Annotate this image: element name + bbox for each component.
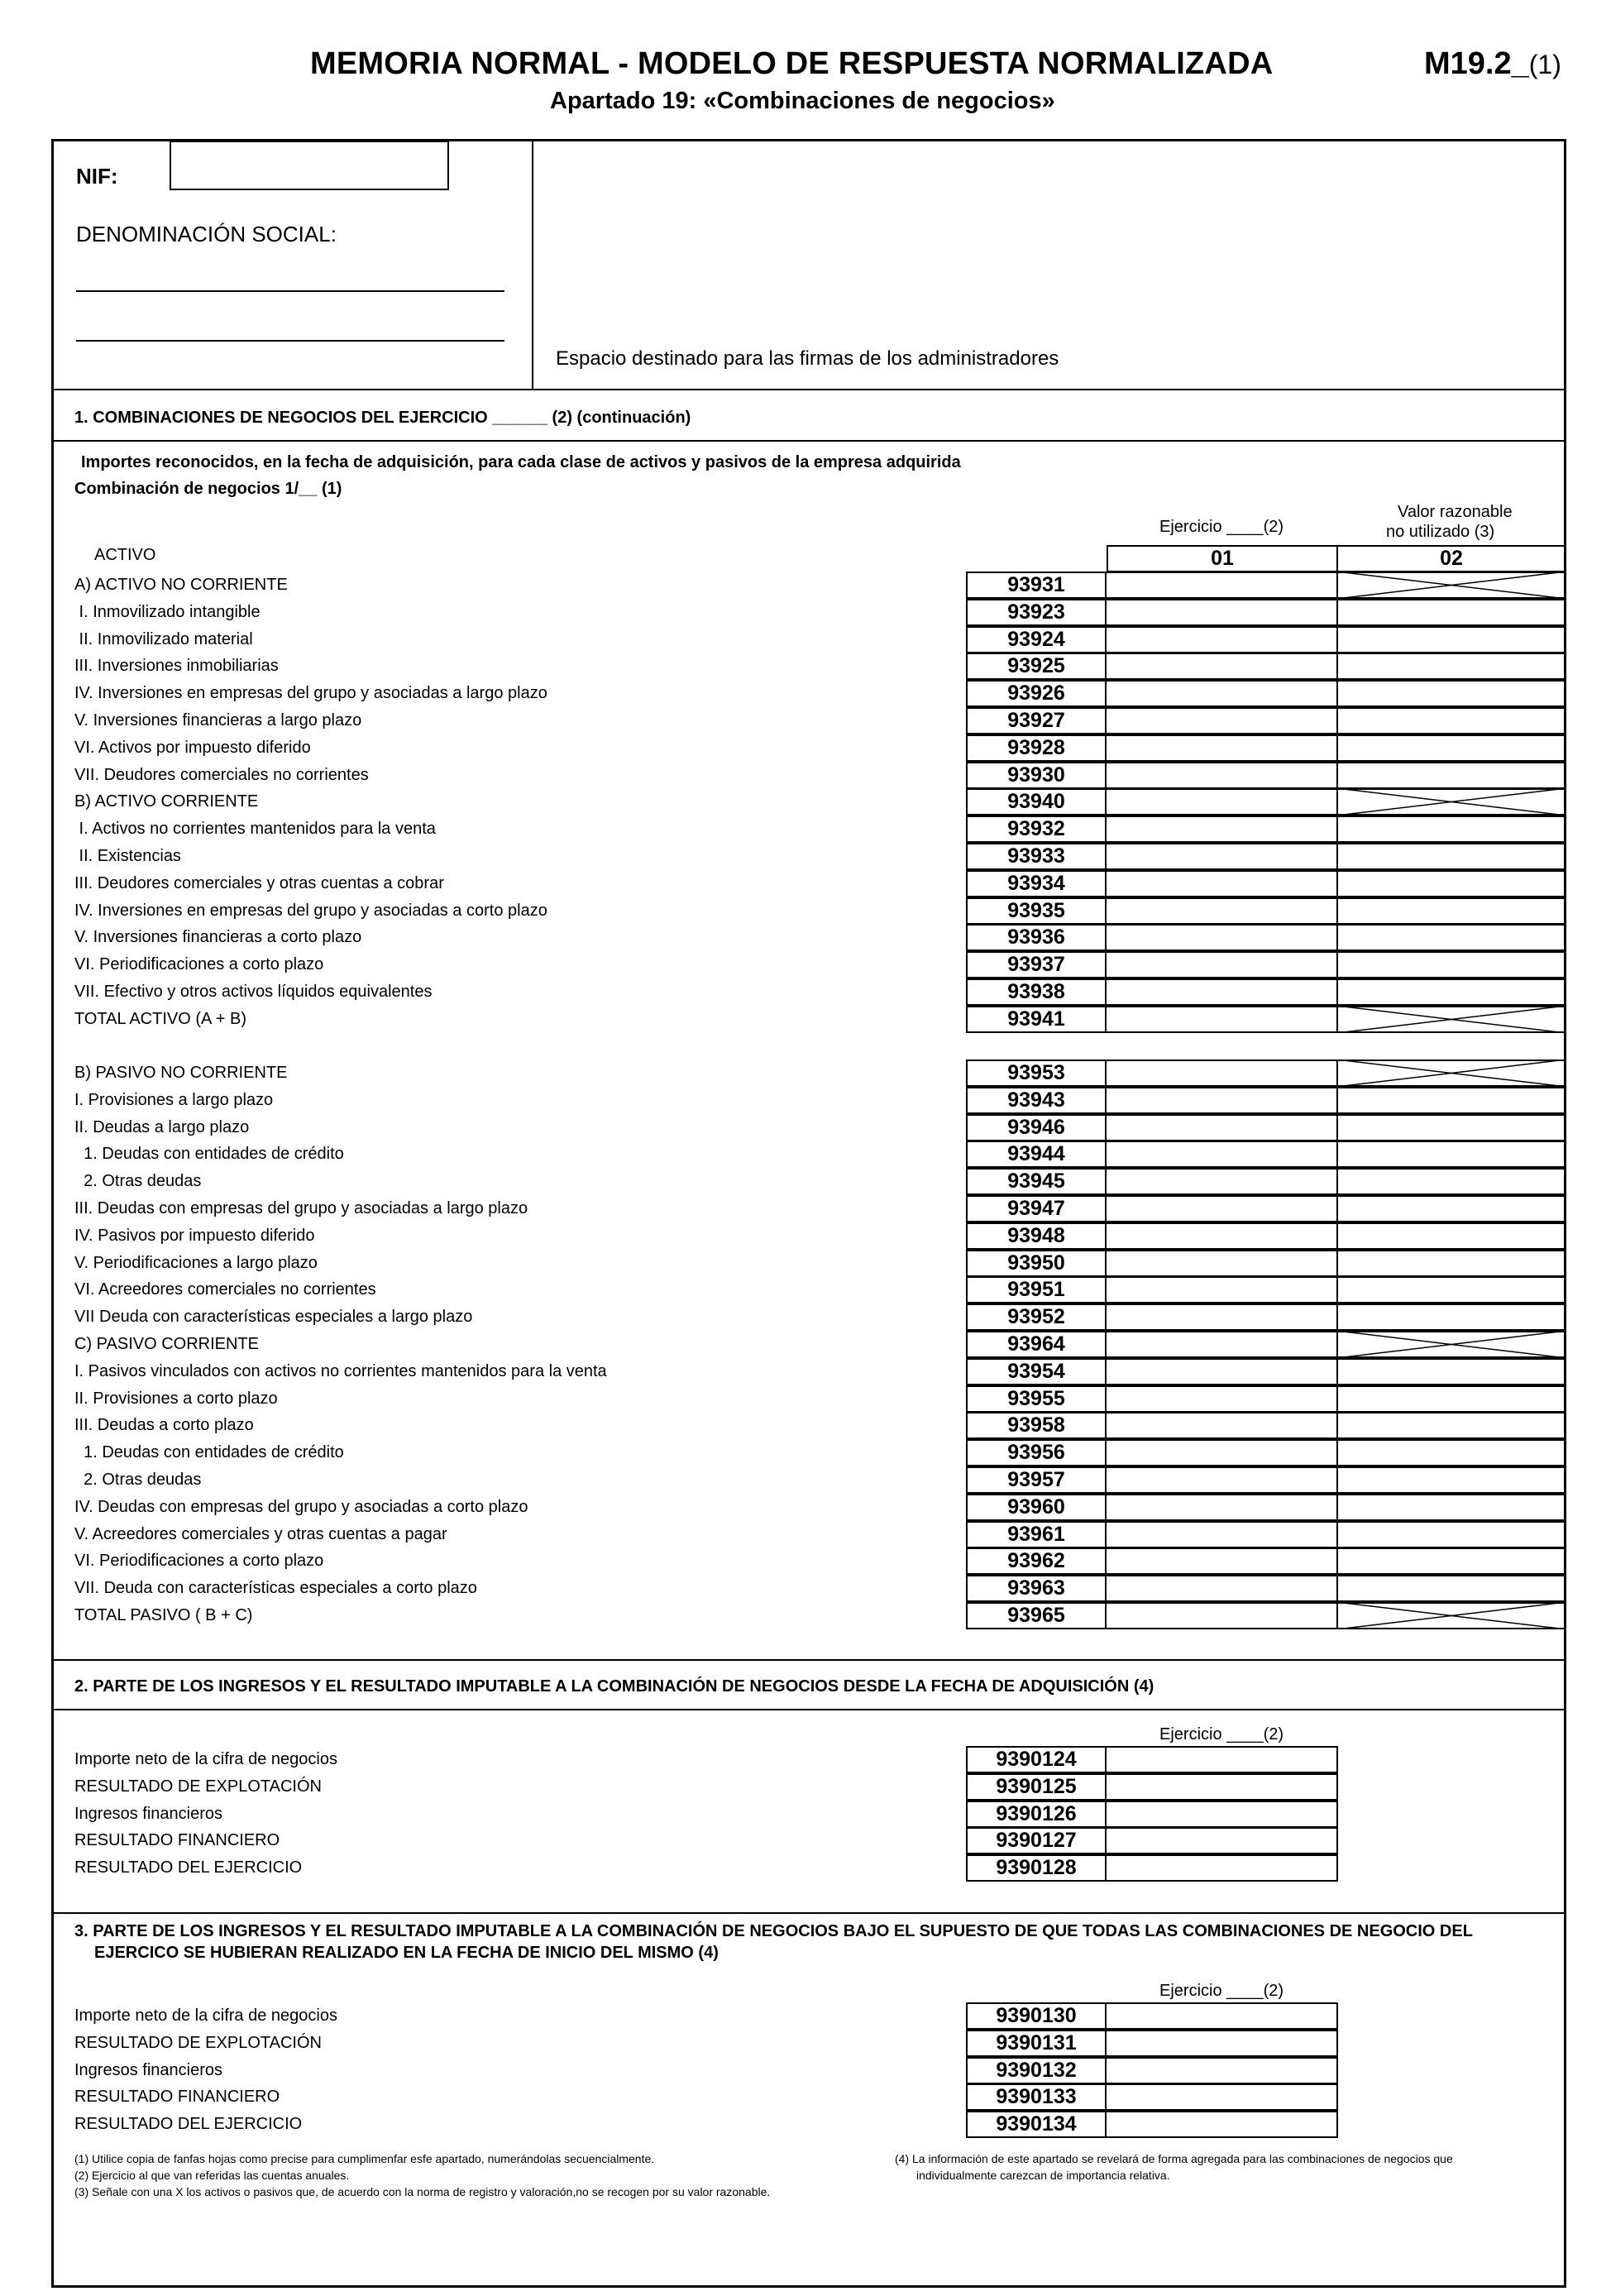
value-cell-02[interactable] (1336, 680, 1566, 707)
value-cell-01[interactable] (1105, 626, 1338, 653)
footnote-1: (1) Utilice copia de fanfas hojas como precise para cumplimenfar esfe apartado, numerándolas secuencialmente. (74, 2152, 655, 2165)
value-cell-01[interactable] (1105, 707, 1338, 734)
row-code: 9390133 (966, 2083, 1107, 2111)
value-cell-01[interactable] (1105, 762, 1338, 789)
firmas-label: Espacio destinado para las firmas de los administradores (556, 347, 1059, 370)
row-label: 1. Deudas con entidades de crédito (74, 1443, 344, 1461)
row-label: VI. Periodificaciones a corto plazo (74, 1552, 324, 1570)
value-cell-01[interactable] (1105, 1575, 1338, 1602)
value-cell-02[interactable] (1336, 1521, 1566, 1548)
value-cell-02[interactable] (1336, 1358, 1566, 1385)
value-cell-01[interactable] (1105, 978, 1338, 1006)
row-code: 93938 (966, 978, 1107, 1006)
row-label: I. Activos no corrientes mantenidos para la venta (74, 820, 436, 838)
cross-mark-icon (1336, 572, 1566, 599)
row-label: V. Acreedores comerciales y otras cuentas a pagar (74, 1525, 447, 1543)
value-cell-01[interactable] (1105, 1303, 1338, 1331)
col-num-02: 02 (1336, 545, 1566, 572)
value-cell-02[interactable] (1336, 951, 1566, 978)
value-cell-ejercicio[interactable] (1105, 1827, 1338, 1854)
row-code: 93955 (966, 1385, 1107, 1413)
row-label: IV. Inversiones en empresas del grupo y asociadas a corto plazo (74, 902, 547, 920)
value-cell-01[interactable] (1105, 1250, 1338, 1277)
nif-input[interactable] (170, 141, 449, 190)
row-label: II. Deudas a largo plazo (74, 1118, 250, 1136)
row-code: 93960 (966, 1494, 1107, 1521)
row-code: 93925 (966, 653, 1107, 680)
row-label: RESULTADO FINANCIERO (74, 2088, 280, 2106)
firmas-area[interactable] (532, 141, 1565, 387)
row-label: I. Inmovilizado intangible (74, 603, 261, 621)
divider-4 (51, 1709, 1566, 1710)
value-cell-02[interactable] (1336, 1385, 1566, 1413)
value-cell-01[interactable] (1105, 734, 1338, 762)
value-cell-01[interactable] (1105, 1006, 1338, 1033)
section1-combinacion: Combinación de negocios 1/__ (1) (74, 480, 342, 498)
value-cell-02[interactable] (1336, 1547, 1566, 1575)
row-code: 9390131 (966, 2030, 1107, 2057)
crossed-cell-02 (1336, 1602, 1566, 1629)
value-cell-01[interactable] (1105, 951, 1338, 978)
row-label: RESULTADO DE EXPLOTACIÓN (74, 2034, 322, 2052)
row-label: IV. Pasivos por impuesto diferido (74, 1227, 315, 1245)
row-code: 93952 (966, 1303, 1107, 1331)
row-code: 93934 (966, 870, 1107, 897)
row-label: III. Deudas a corto plazo (74, 1416, 254, 1434)
row-label: III. Deudas con empresas del grupo y asociadas a largo plazo (74, 1199, 528, 1217)
crossed-cell-02 (1336, 1006, 1566, 1033)
row-label: 1. Deudas con entidades de crédito (74, 1145, 344, 1163)
row-code: 93935 (966, 897, 1107, 925)
row-code: 9390124 (966, 1746, 1107, 1773)
value-cell-01[interactable] (1105, 1222, 1338, 1250)
cross-mark-icon (1336, 1006, 1566, 1033)
footnote-4-line-1: (4) La información de este apartado se revelará de forma agregada para las combinaciones de negocios que (895, 2152, 1453, 2165)
row-label: Importe neto de la cifra de negocios (74, 2007, 337, 2025)
value-cell-01[interactable] (1105, 1602, 1338, 1629)
row-code: 93928 (966, 734, 1107, 762)
value-cell-ejercicio[interactable] (1105, 2057, 1338, 2084)
row-code: 9390134 (966, 2111, 1107, 2138)
row-label: B) PASIVO NO CORRIENTE (74, 1064, 288, 1082)
row-code: 9390126 (966, 1801, 1107, 1828)
section3-col-ejercicio: Ejercicio ____(2) (1159, 1982, 1284, 2000)
section3-title-1: 3. PARTE DE LOS INGRESOS Y EL RESULTADO IMPUTABLE A LA COMBINACIÓN DE NEGOCIOS BAJO EL SUPUESTO DE QUE TODAS LAS COMBINACIONES DE NEGOCIO DEL (74, 1922, 1473, 1940)
row-code: 93962 (966, 1547, 1107, 1575)
row-code: 9390132 (966, 2057, 1107, 2084)
form-code (1424, 46, 1561, 82)
value-cell-01[interactable] (1105, 1385, 1338, 1413)
row-code: 93931 (966, 572, 1107, 599)
value-cell-01[interactable] (1105, 1195, 1338, 1222)
value-cell-02[interactable] (1336, 1575, 1566, 1602)
row-label: II. Inmovilizado material (74, 630, 253, 648)
value-cell-02[interactable] (1336, 816, 1566, 843)
row-code: 93944 (966, 1141, 1107, 1168)
row-label: A) ACTIVO NO CORRIENTE (74, 576, 288, 594)
value-cell-01[interactable] (1105, 1114, 1338, 1141)
row-code: 93954 (966, 1358, 1107, 1385)
section1-intro: Importes reconocidos, en la fecha de adquisición, para cada clase de activos y pasivos de la empresa adquirida (81, 453, 961, 471)
row-code: 9390125 (966, 1773, 1107, 1801)
value-cell-02[interactable] (1336, 653, 1566, 680)
row-code: 93932 (966, 816, 1107, 843)
row-code: 93936 (966, 924, 1107, 951)
value-cell-01[interactable] (1105, 1060, 1338, 1087)
row-label: 2. Otras deudas (74, 1471, 202, 1489)
row-label: C) PASIVO CORRIENTE (74, 1335, 259, 1353)
value-cell-02[interactable] (1336, 1250, 1566, 1277)
value-cell-02[interactable] (1336, 1412, 1566, 1439)
row-label: TOTAL PASIVO ( B + C) (74, 1606, 253, 1624)
row-label: VII. Deuda con características especiales a corto plazo (74, 1579, 477, 1597)
value-cell-ejercicio[interactable] (1105, 2002, 1338, 2030)
value-cell-01[interactable] (1105, 1521, 1338, 1548)
divider-2 (51, 440, 1566, 442)
value-cell-01[interactable] (1105, 1547, 1338, 1575)
value-cell-02[interactable] (1336, 1168, 1566, 1195)
value-cell-01[interactable] (1105, 1276, 1338, 1303)
value-cell-01[interactable] (1105, 843, 1338, 870)
value-cell-01[interactable] (1105, 1466, 1338, 1494)
row-code: 93941 (966, 1006, 1107, 1033)
row-code: 93958 (966, 1412, 1107, 1439)
crossed-cell-02 (1336, 1331, 1566, 1358)
col-valor-header-2: no utilizado (3) (1386, 523, 1495, 541)
row-code: 93950 (966, 1250, 1107, 1277)
row-code: 93923 (966, 599, 1107, 626)
value-cell-02[interactable] (1336, 1276, 1566, 1303)
value-cell-01[interactable] (1105, 680, 1338, 707)
value-cell-02[interactable] (1336, 1087, 1566, 1114)
crossed-cell-02 (1336, 572, 1566, 599)
row-label: IV. Deudas con empresas del grupo y asociadas a corto plazo (74, 1498, 528, 1516)
value-cell-ejercicio[interactable] (1105, 1773, 1338, 1801)
row-code: 93961 (966, 1521, 1107, 1548)
crossed-cell-02 (1336, 1060, 1566, 1087)
row-label: V. Inversiones financieras a largo plazo (74, 711, 362, 729)
value-cell-01[interactable] (1105, 1087, 1338, 1114)
row-code: 93948 (966, 1222, 1107, 1250)
value-cell-01[interactable] (1105, 788, 1338, 816)
divider-5 (51, 1912, 1566, 1914)
cross-mark-icon (1336, 1060, 1566, 1087)
nif-label: NIF: (76, 164, 118, 189)
value-cell-02[interactable] (1336, 1222, 1566, 1250)
row-code: 93963 (966, 1575, 1107, 1602)
form-code-suffix: (1) (1528, 50, 1561, 79)
row-label: I. Pasivos vinculados con activos no corrientes mantenidos para la venta (74, 1362, 607, 1380)
row-label: VI. Activos por impuesto diferido (74, 739, 311, 757)
footnote-2: (2) Ejercicio al que van referidas las cuentas anuales. (74, 2169, 350, 2182)
value-cell-01[interactable] (1105, 1358, 1338, 1385)
value-cell-01[interactable] (1105, 924, 1338, 951)
row-label: VII Deuda con características especiales a largo plazo (74, 1308, 473, 1326)
row-label: VII. Efectivo y otros activos líquidos equivalentes (74, 983, 433, 1001)
value-cell-02[interactable] (1336, 1494, 1566, 1521)
value-cell-ejercicio[interactable] (1105, 2083, 1338, 2111)
value-cell-02[interactable] (1336, 626, 1566, 653)
value-cell-02[interactable] (1336, 599, 1566, 626)
row-label: TOTAL ACTIVO (A + B) (74, 1010, 247, 1028)
page-subtitle: Apartado 19: «Combinaciones de negocios» (550, 88, 1055, 114)
value-cell-01[interactable] (1105, 870, 1338, 897)
denominacion-line-1[interactable] (76, 290, 504, 292)
value-cell-01[interactable] (1105, 599, 1338, 626)
crossed-cell-02 (1336, 788, 1566, 816)
value-cell-01[interactable] (1105, 653, 1338, 680)
row-code: 93956 (966, 1439, 1107, 1466)
col-ejercicio-header: Ejercicio ____(2) (1159, 518, 1284, 536)
row-label: III. Deudores comerciales y otras cuentas a cobrar (74, 874, 444, 892)
row-code: 93937 (966, 951, 1107, 978)
row-label: Ingresos financieros (74, 2061, 222, 2079)
divider-1 (51, 389, 1566, 390)
row-code: 93927 (966, 707, 1107, 734)
value-cell-01[interactable] (1105, 1141, 1338, 1168)
value-cell-02[interactable] (1336, 870, 1566, 897)
row-label: III. Inversiones inmobiliarias (74, 657, 279, 675)
page-title: MEMORIA NORMAL - MODELO DE RESPUESTA NORMALIZADA (310, 46, 1274, 81)
value-cell-01[interactable] (1105, 1412, 1338, 1439)
value-cell-01[interactable] (1105, 816, 1338, 843)
cross-mark-icon (1336, 1331, 1566, 1358)
value-cell-02[interactable] (1336, 734, 1566, 762)
value-cell-01[interactable] (1105, 572, 1338, 599)
row-label: RESULTADO DE EXPLOTACIÓN (74, 1777, 322, 1796)
row-label: VII. Deudores comerciales no corrientes (74, 766, 369, 784)
row-label: VI. Acreedores comerciales no corrientes (74, 1280, 376, 1299)
row-code: 93933 (966, 843, 1107, 870)
row-label: Importe neto de la cifra de negocios (74, 1750, 337, 1768)
value-cell-02[interactable] (1336, 762, 1566, 789)
row-code: 93951 (966, 1276, 1107, 1303)
activo-label: ACTIVO (94, 546, 156, 564)
cross-mark-icon (1336, 1602, 1566, 1629)
value-cell-02[interactable] (1336, 843, 1566, 870)
value-cell-ejercicio[interactable] (1105, 2111, 1338, 2138)
row-code: 9390130 (966, 2002, 1107, 2030)
value-cell-02[interactable] (1336, 1195, 1566, 1222)
value-cell-ejercicio[interactable] (1105, 1746, 1338, 1773)
row-label: RESULTADO DEL EJERCICIO (74, 2115, 303, 2133)
row-label: I. Provisiones a largo plazo (74, 1091, 274, 1109)
row-code: 93945 (966, 1168, 1107, 1195)
row-label: RESULTADO FINANCIERO (74, 1831, 280, 1849)
section1-title: 1. COMBINACIONES DE NEGOCIOS DEL EJERCICIO ______ (2) (continuación) (74, 409, 691, 427)
row-label: B) ACTIVO CORRIENTE (74, 792, 259, 811)
value-cell-02[interactable] (1336, 707, 1566, 734)
section2-col-ejercicio: Ejercicio ____(2) (1159, 1725, 1284, 1744)
footnote-4-line-2: individualmente carezcan de importancia relativa. (916, 2169, 1170, 2182)
value-cell-02[interactable] (1336, 1303, 1566, 1331)
value-cell-01[interactable] (1105, 1331, 1338, 1358)
row-code: 9390127 (966, 1827, 1107, 1854)
value-cell-02[interactable] (1336, 897, 1566, 925)
form-code-main: M19.2_ (1424, 46, 1529, 81)
section3-title-2: EJERCICO SE HUBIERAN REALIZADO EN LA FECHA DE INICIO DEL MISMO (4) (94, 1944, 719, 1962)
row-code: 93947 (966, 1195, 1107, 1222)
row-code: 93957 (966, 1466, 1107, 1494)
row-label: II. Provisiones a corto plazo (74, 1390, 278, 1408)
value-cell-01[interactable] (1105, 1439, 1338, 1466)
value-cell-02[interactable] (1336, 1114, 1566, 1141)
row-code: 93940 (966, 788, 1107, 816)
value-cell-02[interactable] (1336, 1439, 1566, 1466)
divider-3 (51, 1659, 1566, 1661)
row-label: V. Periodificaciones a largo plazo (74, 1254, 318, 1272)
value-cell-01[interactable] (1105, 1168, 1338, 1195)
row-code: 93924 (966, 626, 1107, 653)
row-label: II. Existencias (74, 847, 181, 865)
cross-mark-icon (1336, 788, 1566, 816)
denominacion-label: DENOMINACIÓN SOCIAL: (76, 222, 337, 246)
col-valor-header-1: Valor razonable (1398, 503, 1513, 521)
row-label: RESULTADO DEL EJERCICIO (74, 1858, 303, 1877)
row-code: 93965 (966, 1602, 1107, 1629)
row-label: V. Inversiones financieras a corto plazo (74, 928, 362, 946)
row-code: 9390128 (966, 1854, 1107, 1882)
row-code: 93930 (966, 762, 1107, 789)
value-cell-ejercicio[interactable] (1105, 1801, 1338, 1828)
value-cell-02[interactable] (1336, 1466, 1566, 1494)
row-label: IV. Inversiones en empresas del grupo y asociadas a largo plazo (74, 684, 547, 702)
row-label: Ingresos financieros (74, 1805, 222, 1823)
value-cell-02[interactable] (1336, 978, 1566, 1006)
row-code: 93964 (966, 1331, 1107, 1358)
row-code: 93946 (966, 1114, 1107, 1141)
value-cell-01[interactable] (1105, 1494, 1338, 1521)
col-num-01: 01 (1107, 545, 1338, 572)
denominacion-line-2[interactable] (76, 340, 504, 342)
row-label: 2. Otras deudas (74, 1172, 202, 1190)
footnote-3: (3) Señale con una X los activos o pasivos que, de acuerdo con la norma de registro y valoración,no se recogen por su valor razonable. (74, 2185, 771, 2198)
value-cell-ejercicio[interactable] (1105, 2030, 1338, 2057)
row-code: 93953 (966, 1060, 1107, 1087)
row-label: VI. Periodificaciones a corto plazo (74, 955, 324, 973)
row-code: 93926 (966, 680, 1107, 707)
row-code: 93943 (966, 1087, 1107, 1114)
value-cell-ejercicio[interactable] (1105, 1854, 1338, 1882)
value-cell-02[interactable] (1336, 1141, 1566, 1168)
value-cell-01[interactable] (1105, 897, 1338, 925)
value-cell-02[interactable] (1336, 924, 1566, 951)
section2-title: 2. PARTE DE LOS INGRESOS Y EL RESULTADO IMPUTABLE A LA COMBINACIÓN DE NEGOCIOS DESDE LA FECHA DE ADQUISICIÓN (4) (74, 1677, 1154, 1696)
